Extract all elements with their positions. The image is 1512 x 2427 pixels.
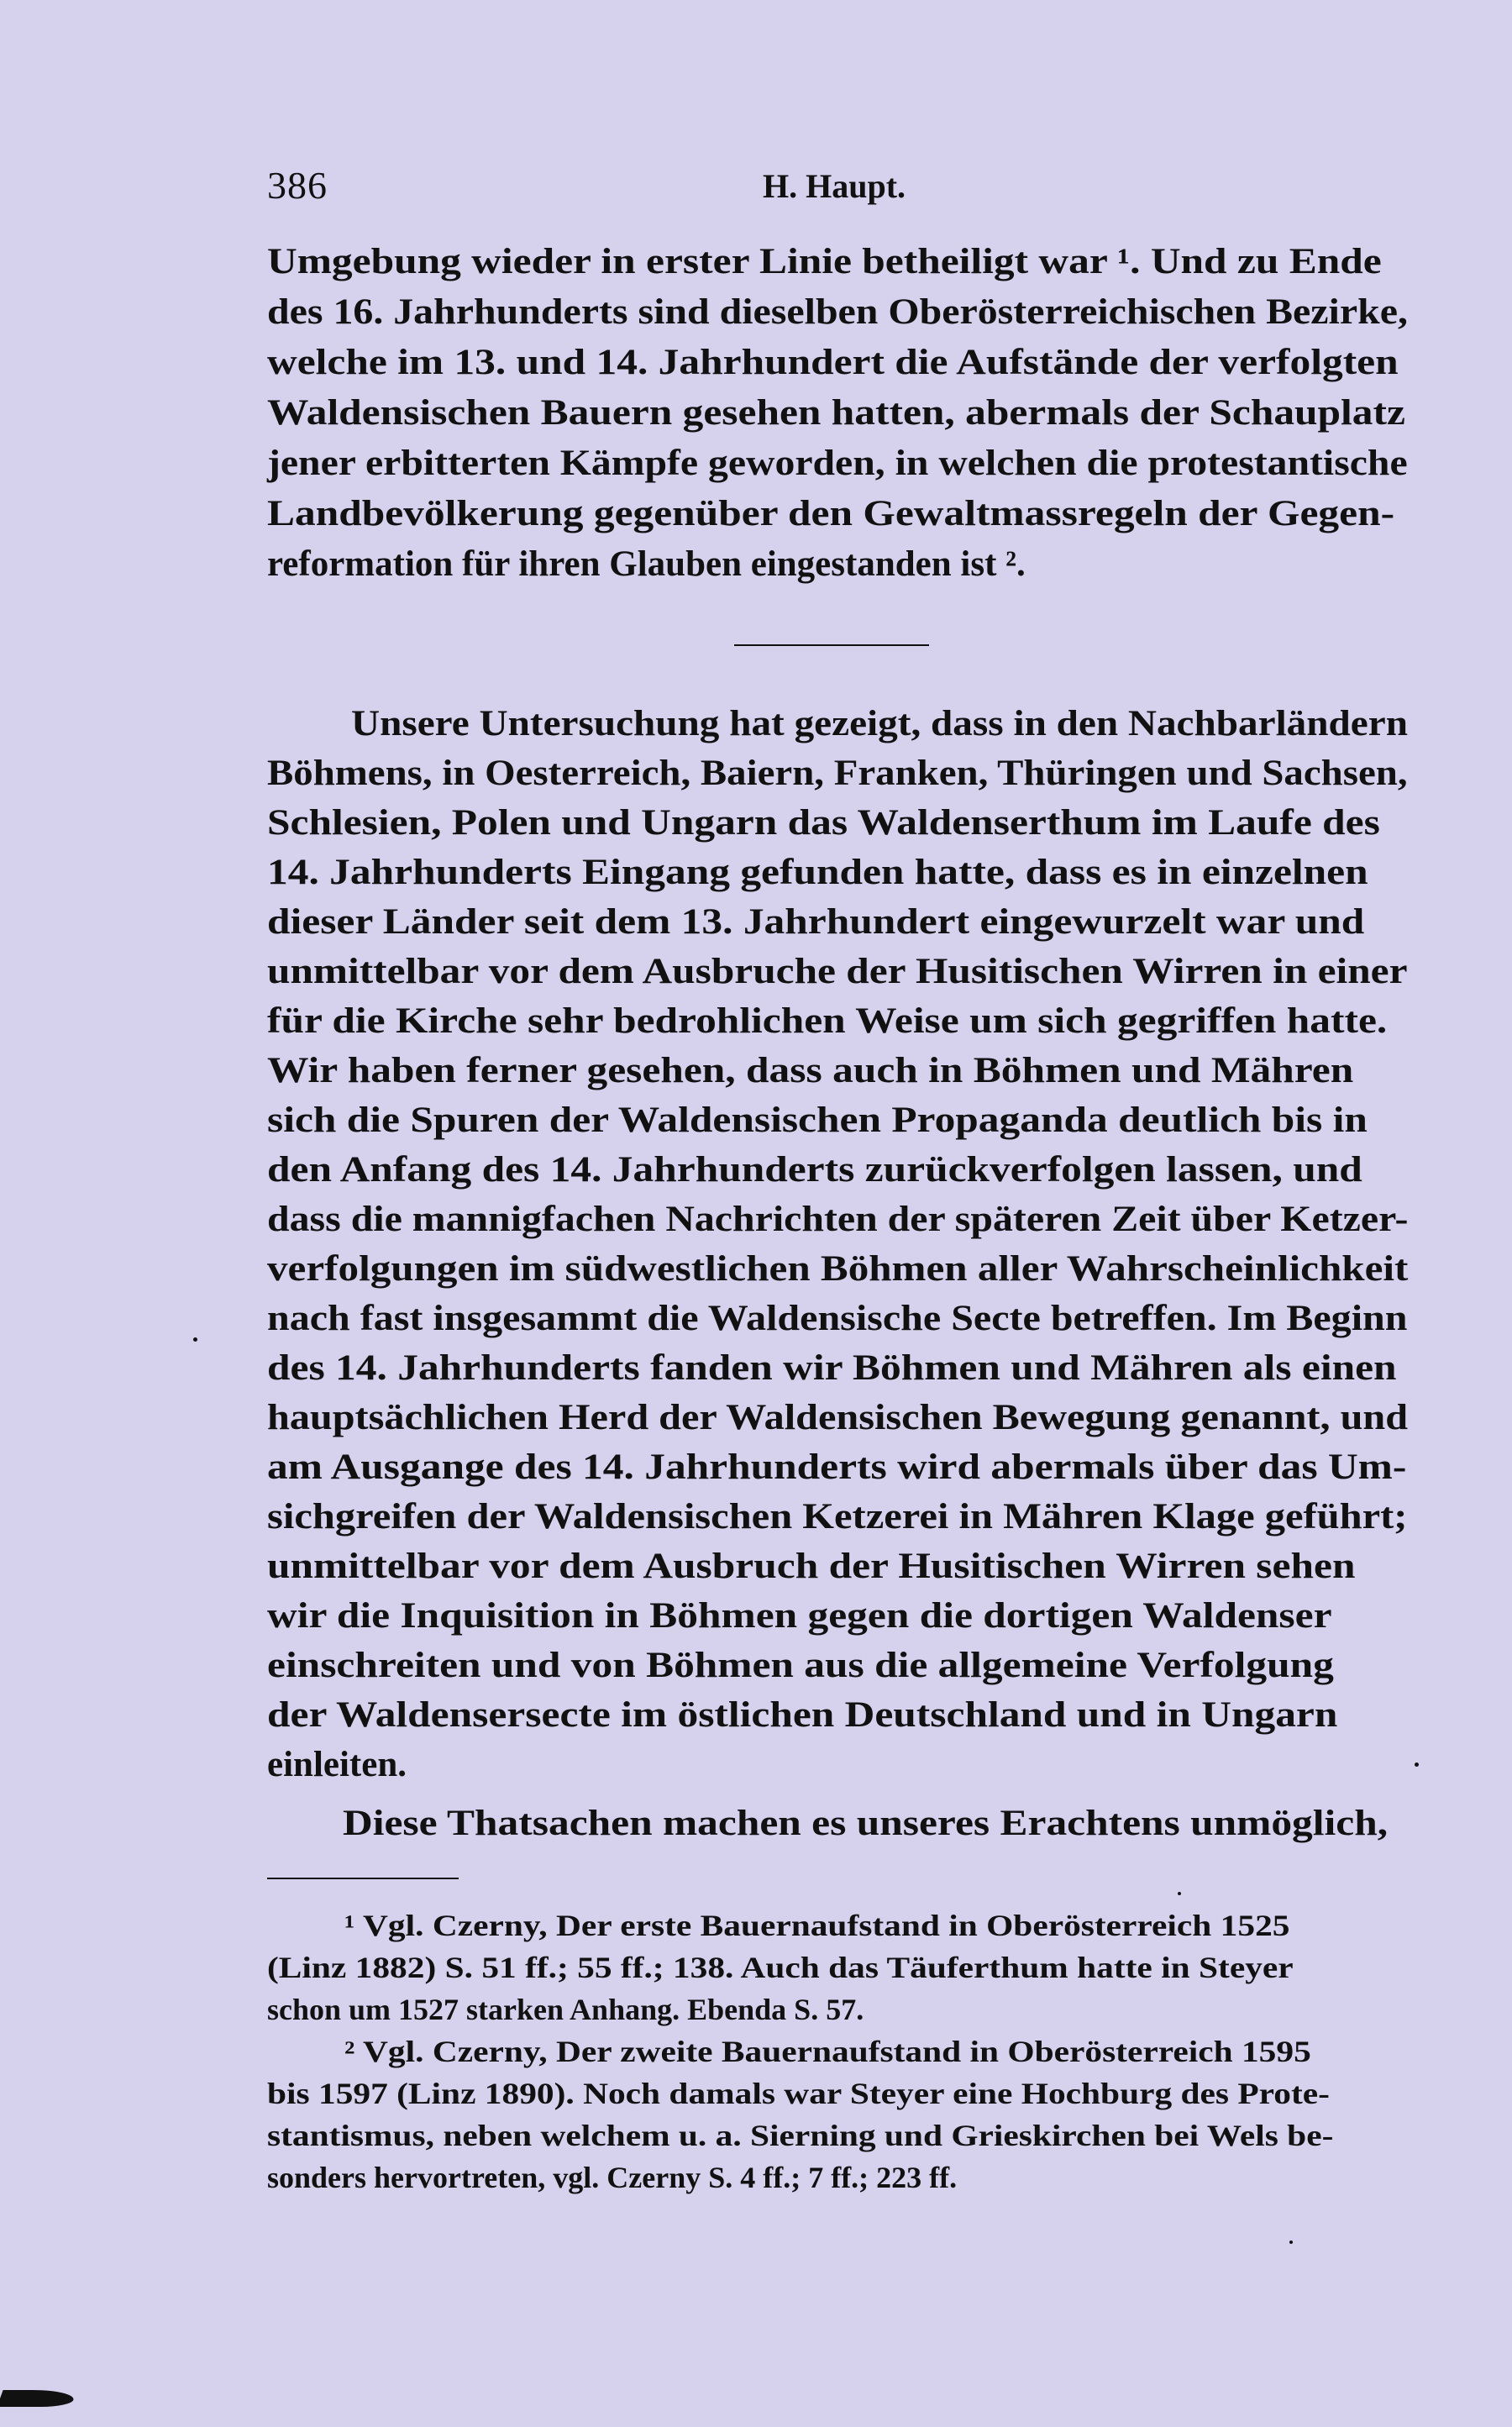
footnote-line: bis 1597 (Linz 1890). Noch damals war Steyer eine Hochburg des Prote- <box>267 2077 1330 2110</box>
footnote-line: ¹ Vgl. Czerny, Der erste Bauernaufstand in Oberösterreich 1525 <box>344 1909 1290 1942</box>
text-line: unmittelbar vor dem Ausbruche der Husitischen Wirren in einer <box>267 952 1408 991</box>
text-line: Waldensischen Bauern gesehen hatten, abermals der Schauplatz <box>267 393 1405 433</box>
footnote-line: ² Vgl. Czerny, Der zweite Bauernaufstand in Oberösterreich 1595 <box>344 2035 1311 2068</box>
text-line: für die Kirche sehr bedrohlichen Weise um sich gegriffen hatte. <box>267 1001 1388 1041</box>
text-line: Unsere Untersuchung hat gezeigt, dass in den Nachbarländern <box>351 704 1408 743</box>
text-line: Böhmens, in Oesterreich, Baiern, Franken, Thüringen und Sachsen, <box>267 754 1408 793</box>
text-line: einschreiten und von Böhmen aus die allgemeine Verfolgung <box>267 1646 1334 1685</box>
text-line: Wir haben ferner gesehen, dass auch in Böhmen und Mähren <box>267 1051 1354 1090</box>
text-line: reformation für ihren Glauben eingestanden ist ². <box>267 544 1026 584</box>
scan-speck <box>1415 1762 1419 1767</box>
footnote-line: schon um 1527 starken Anhang. Ebenda S. 57. <box>267 1993 864 2026</box>
scan-edge-mark <box>0 2390 77 2407</box>
page-header <box>267 163 1403 213</box>
text-line: wir die Inquisition in Böhmen gegen die dortigen Waldenser <box>267 1596 1332 1636</box>
running-head: H. Haupt. <box>763 167 906 205</box>
footnote-rule <box>267 1878 459 1879</box>
text-line: dass die mannigfachen Nachrichten der späteren Zeit über Ketzer- <box>267 1200 1409 1239</box>
footnote-line: stantismus, neben welchem u. a. Sierning und Grieskirchen bei Wels be- <box>267 2119 1334 2152</box>
text-line: dieser Länder seit dem 13. Jahrhundert eingewurzelt war und <box>267 902 1365 942</box>
text-line: der Waldensersecte im östlichen Deutschland und in Ungarn <box>267 1695 1338 1735</box>
text-line: sichgreifen der Waldensischen Ketzerei in Mähren Klage geführt; <box>267 1497 1408 1537</box>
footnote-line: (Linz 1882) S. 51 ff.; 55 ff.; 138. Auch das Täuferthum hatte in Steyer <box>267 1951 1294 1984</box>
page-number: 386 <box>267 164 328 207</box>
text-line: des 16. Jahrhunderts sind dieselben Oberösterreichischen Bezirke, <box>267 292 1408 332</box>
footnote-line: sonders hervortreten, vgl. Czerny S. 4 ff.; 7 ff.; 223 ff. <box>267 2161 958 2194</box>
section-divider <box>734 644 929 646</box>
text-line: Schlesien, Polen und Ungarn das Waldenserthum im Laufe des <box>267 803 1380 843</box>
text-line: Diese Thatsachen machen es unseres Erachtens unmöglich, <box>343 1804 1389 1843</box>
text-line: Landbevölkerung gegenüber den Gewaltmassregeln der Gegen- <box>267 494 1395 533</box>
text-line: einleiten. <box>267 1745 407 1784</box>
text-line: verfolgungen im südwestlichen Böhmen aller Wahrscheinlichkeit <box>267 1249 1409 1289</box>
scan-speck <box>1289 2241 1293 2244</box>
text-line: am Ausgange des 14. Jahrhunderts wird abermals über das Um- <box>267 1447 1407 1487</box>
text-line: den Anfang des 14. Jahrhunderts zurückverfolgen lassen, und <box>267 1150 1362 1190</box>
text-line: jener erbitterten Kämpfe geworden, in welchen die protestantische <box>267 444 1408 483</box>
text-line: 14. Jahrhunderts Eingang gefunden hatte, dass es in einzelnen <box>267 853 1368 892</box>
text-line: des 14. Jahrhunderts fanden wir Böhmen und Mähren als einen <box>267 1348 1397 1388</box>
text-line: nach fast insgesammt die Waldensische Secte betreffen. Im Beginn <box>267 1299 1408 1338</box>
text-line: sich die Spuren der Waldensischen Propaganda deutlich bis in <box>267 1101 1368 1140</box>
scan-speck <box>1178 1892 1181 1895</box>
text-line: welche im 13. und 14. Jahrhundert die Aufstände der verfolgten <box>267 343 1399 382</box>
scan-speck <box>193 1337 197 1342</box>
text-line: unmittelbar vor dem Ausbruch der Husitischen Wirren sehen <box>267 1547 1356 1586</box>
text-line: Umgebung wieder in erster Linie betheiligt war ¹. Und zu Ende <box>267 242 1382 281</box>
text-line: hauptsächlichen Herd der Waldensischen Bewegung genannt, und <box>267 1398 1409 1437</box>
